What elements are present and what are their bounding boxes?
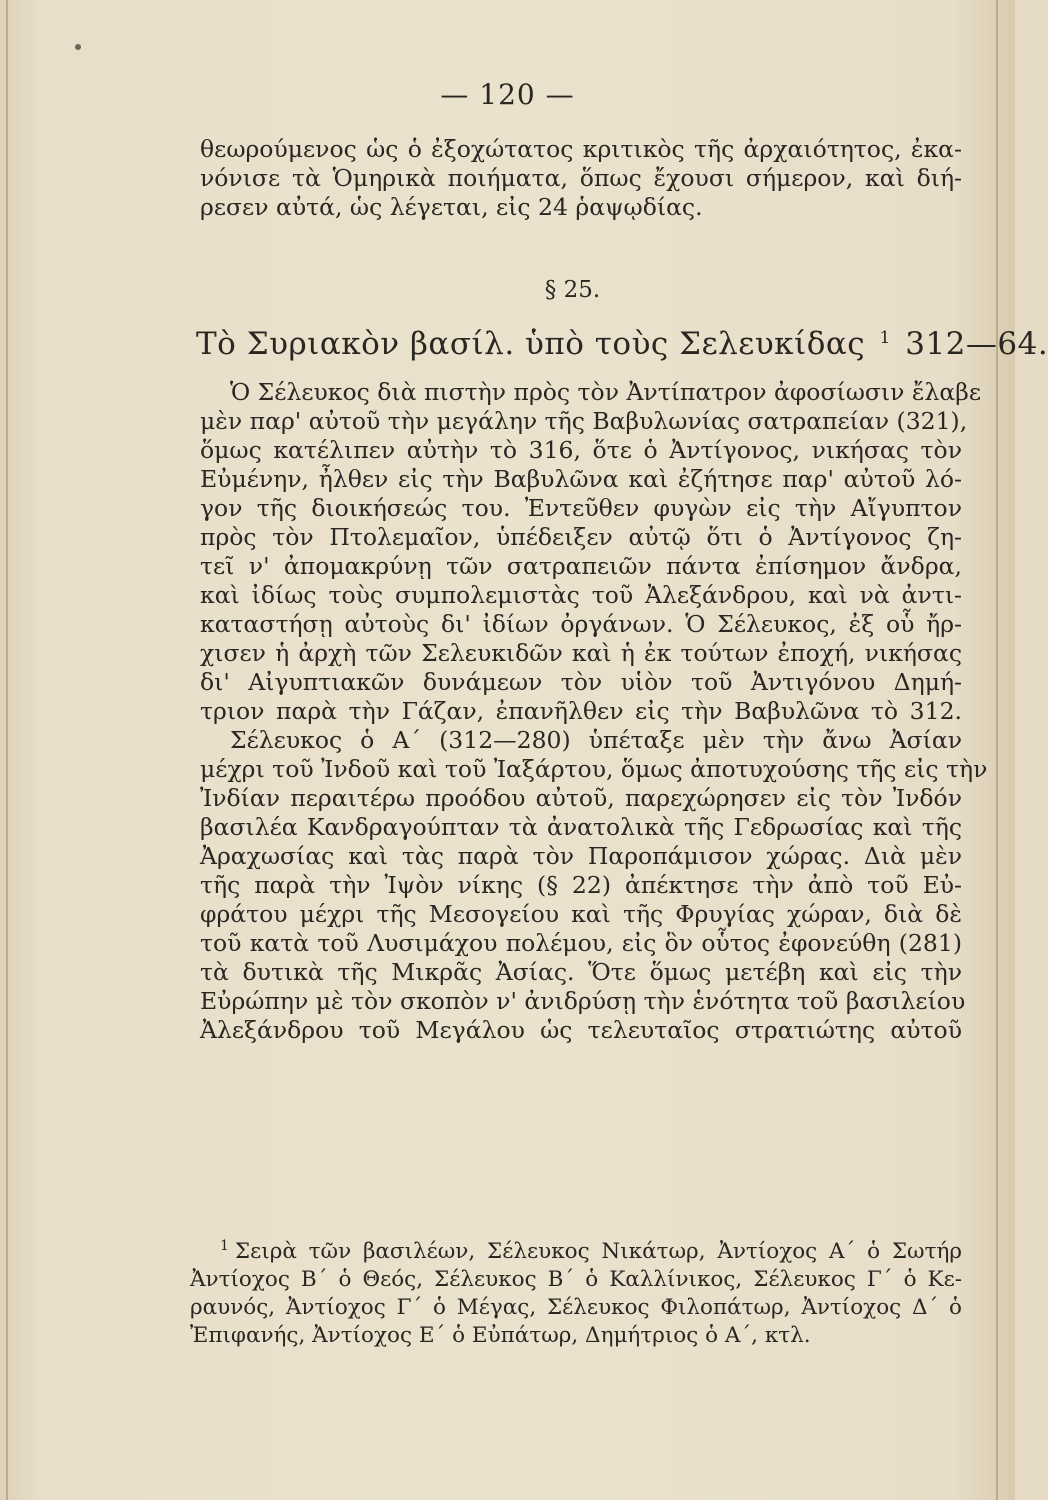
- text-line: Ἀλεξάνδρου τοῦ Μεγάλου ὡς τελευταῖος στρατιώτης αὐτοῦ: [200, 1016, 962, 1044]
- text-line: ρεσεν αὐτά, ὡς λέγεται, εἰς 24 ῥαψῳδίας.: [200, 193, 703, 221]
- chapter-title-text: Τὸ Συριακὸν βασίλ. ὑπὸ τοὺς Σελευκίδας: [196, 326, 866, 362]
- body-text: [200, 378, 988, 1045]
- page-number-header: — 120 —: [440, 78, 575, 111]
- footnote-line: Ἀντίοχος Β΄ ὁ Θεός, Σέλευκος Β΄ ὁ Καλλίνικος, Σέλευκος Γ΄ ὁ Κε-: [190, 1267, 962, 1293]
- text-line: πρὸς τὸν Πτολεμαῖον, ὑπέδειξεν αὐτῷ ὅτι ὁ Ἀντίγονος ζη-: [200, 523, 962, 551]
- text-line: τριον παρὰ τὴν Γάζαν, ἐπανῆλθεν εἰς τὴν Βαβυλῶνα τὸ 312.: [200, 697, 962, 725]
- text-line: Ἰνδίαν περαιτέρω προόδου αὐτοῦ, παρεχώρησεν εἰς τὸν Ἰνδόν: [200, 784, 962, 812]
- footnote: [190, 1232, 962, 1350]
- text-line: Εὐρώπην μὲ τὸν σκοπὸν ν' ἀνιδρύσῃ τὴν ἑνότητα τοῦ βασιλείου: [200, 987, 966, 1015]
- chapter-title-dates: 312—64.: [905, 326, 1048, 362]
- text-line: καταστήσῃ αὐτοὺς δι' ἰδίων ὀργάνων. Ὁ Σέλευκος, ἐξ οὗ ἤρ-: [200, 610, 962, 638]
- text-line: θεωρούμενος ὡς ὁ ἐξοχώτατος κριτικὸς τῆς ἀρχαιότητος, ἐκα-: [200, 135, 962, 163]
- text-line: τῆς παρὰ τὴν Ἰψὸν νίκης (§ 22) ἀπέκτησε τὴν ἀπὸ τοῦ Εὐ-: [200, 871, 962, 899]
- text-line: καὶ ἰδίως τοὺς συμπολεμιστὰς τοῦ Ἀλεξάνδρου, καὶ νὰ ἀντι-: [200, 581, 962, 609]
- text-line: Εὐμένην, ἦλθεν εἰς τὴν Βαβυλῶνα καὶ ἐζήτησε παρ' αὐτοῦ λό-: [200, 465, 962, 493]
- text-line: Ὁ Σέλευκος διὰ πιστὴν πρὸς τὸν Ἀντίπατρον ἀφοσίωσιν ἔλαβε: [230, 378, 982, 406]
- text-line: τὰ δυτικὰ τῆς Μικρᾶς Ἀσίας. Ὅτε ὅμως μετέβη καὶ εἰς τὴν: [200, 958, 962, 986]
- text-line: γον τῆς διοικήσεώς του. Ἐντεῦθεν φυγὼν εἰς τὴν Αἴγυπτον: [200, 494, 962, 522]
- text-line: ὅμως κατέλιπεν αὐτὴν τὸ 316, ὅτε ὁ Ἀντίγονος, νικήσας τὸν: [200, 436, 962, 464]
- intro-paragraph: [200, 135, 962, 222]
- page-edge-right: [996, 0, 998, 1500]
- text-line: χισεν ἡ ἀρχὴ τῶν Σελευκιδῶν καὶ ἡ ἐκ τούτων ἐποχή, νικήσας: [200, 639, 962, 667]
- text-line: νόνισε τὰ Ὁμηρικὰ ποιήματα, ὅπως ἔχουσι σήμερον, καὶ διή-: [200, 164, 962, 192]
- text-line: φράτου μέχρι τῆς Μεσογείου καὶ τῆς Φρυγίας χώραν, διὰ δὲ: [200, 900, 962, 928]
- footnote-line: [190, 1232, 962, 1266]
- footnote-text: Σειρὰ τῶν βασιλέων, Σέλευκος Νικάτωρ, Ἀντίοχος Α΄ ὁ Σωτήρ: [234, 1239, 962, 1265]
- text-line: Σέλευκος ὁ Α΄ (312—280) ὑπέταξε μὲν τὴν ἄνω Ἀσίαν: [230, 726, 962, 754]
- text-line: τοῦ κατὰ τοῦ Λυσιμάχου πολέμου, εἰς ὃν οὗτος ἐφονεύθη (281): [200, 929, 962, 957]
- text-line: μὲν παρ' αὐτοῦ τὴν μεγάλην τῆς Βαβυλωνίας σατραπείαν (321),: [200, 407, 968, 435]
- text-line: βασιλέα Κανδραγούπταν τὰ ἀνατολικὰ τῆς Γεδρωσίας καὶ τῆς: [200, 813, 962, 841]
- footnote-line: Ἐπιφανής, Ἀντίοχος Ε΄ ὁ Εὐπάτωρ, Δημήτριος ὁ Α΄, κτλ.: [190, 1323, 811, 1349]
- text-line: δι' Αἰγυπτιακῶν δυνάμεων τὸν υἱὸν τοῦ Ἀντιγόνου Δημή-: [200, 668, 962, 696]
- text-line: μέχρι τοῦ Ἰνδοῦ καὶ τοῦ Ἰαξάρτου, ὅμως ἀποτυχούσης τῆς εἰς τὴν: [200, 755, 988, 783]
- section-number: § 25.: [544, 277, 601, 303]
- page-edge-left: [6, 0, 8, 1500]
- text-line: Ἀραχωσίας καὶ τὰς παρὰ τὸν Παροπάμισον χώρας. Διὰ μὲν: [200, 842, 962, 870]
- footnote-reference: 1: [879, 327, 891, 348]
- chapter-title: [196, 326, 1048, 362]
- footnote-mark: 1: [220, 1238, 229, 1254]
- text-line: τεῖ ν' ἀπομακρύνῃ τῶν σατραπειῶν πάντα ἐπίσημον ἄνδρα,: [200, 552, 962, 580]
- ink-spot: [75, 44, 81, 50]
- footnote-line: ραυνός, Ἀντίοχος Γ΄ ὁ Μέγας, Σέλευκος Φιλοπάτωρ, Ἀντίοχος Δ΄ ὁ: [190, 1295, 962, 1321]
